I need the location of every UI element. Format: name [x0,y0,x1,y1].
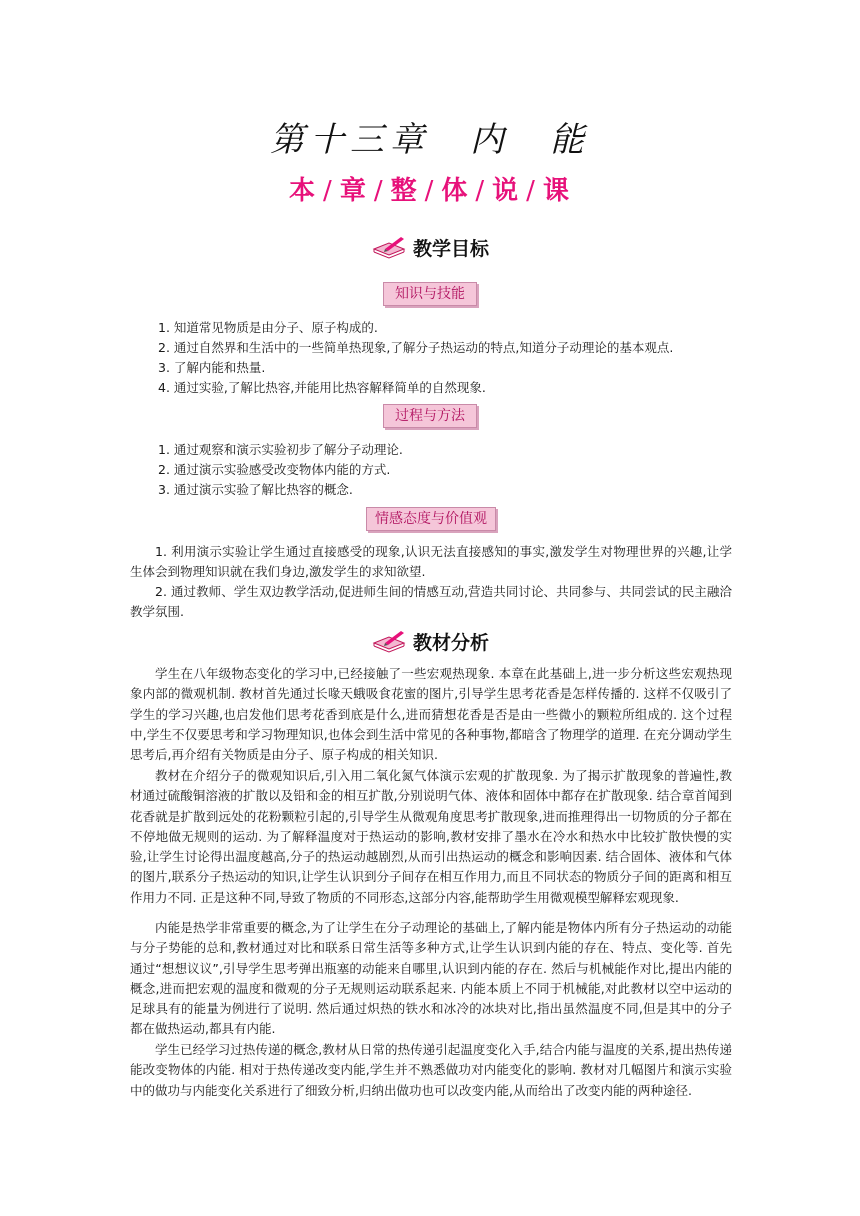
process-list [158,440,403,500]
subtitle-char: 整 [390,176,419,206]
tag-process-methods: 过程与方法 [383,404,477,428]
subtitle-char: 章 [339,176,368,206]
section-heading-goals [0,234,860,261]
list-item: 3. 通过演示实验了解比热容的概念. [158,482,353,497]
list-item: 1. 知道常见物质是由分子、原子构成的. [158,320,378,335]
chapter-subtitle: 本 / 章 / 整 / 体 / 说 / 课 [289,176,571,206]
notebook-pen-icon [371,629,407,655]
subtitle-char: 体 [441,176,470,206]
chapter-title: 第十三章 内 能 [270,120,590,160]
list-item: 2. 通过演示实验感受改变物体内能的方式. [158,462,391,477]
knowledge-list [158,318,673,398]
list-item: 2. 通过自然界和生活中的一些简单热现象,了解分子热运动的特点,知道分子动理论的基本观点. [158,340,674,355]
list-item: 1. 通过观察和演示实验初步了解分子动理论. [158,442,403,457]
list-item: 4. 通过实验,了解比热容,并能用比热容解释简单的自然现象. [158,380,486,395]
analysis-paragraph: 内能是热学非常重要的概念,为了让学生在分子动理论的基础上,了解内能是物体内所有分子热运动的动能与分子势能的总和,教材通过对比和联系日常生活等多种方式,让学生认识到内能的存在、特点、变化等. 首先通过“想想议议”,引导学生思考弹出瓶塞的动能来自哪里,认识到内能的存在. 然后与机械能作对比,提出内能的概念,进而把宏观的温度和微观的分子无规则运动联系起来. 内能本质上不同于机械能,对此教材以空中运动的足球具有的能量为例进行了说明. 然后通过炽热的铁水和冰冷的冰块对比,指出虽然温度不同,但是其中的分子都在做热运动,都具有内能. [130,920,732,1037]
tag-knowledge-skills: 知识与技能 [383,282,477,306]
analysis-paragraph: 学生在八年级物态变化的学习中,已经接触了一些宏观热现象. 本章在此基础上,进一步分析这些宏观热现象内部的微观机制. 教材首先通过长喙天蛾吸食花蜜的图片,引导学生思考花香是怎样传播的. 这样不仅吸引了学生的学习兴趣,也启发他们思考花香到底是什么,进而猜想花香是否是由一些微小的颗粒所组成的. 这个过程中,学生不仅要思考和学习物理知识,也体会到生活中常见的各种事物,都暗含了物理学的道理. 在充分调动学生思考后,再介绍有关物质是由分子、原子构成的相关知识. [130,666,732,763]
analysis-paragraph: 教材在介绍分子的微观知识后,引入用二氧化氮气体演示宏观的扩散现象. 为了揭示扩散现象的普遍性,教材通过硫酸铜溶液的扩散以及铅和金的相互扩散,分别说明气体、液体和固体中都存在扩散现象. 结合章首闻到花香就是扩散到远处的花粉颗粒引起的,引导学生从微观角度思考扩散现象,进而推理得出一切物质的分子都在不停地做无规则的运动. 为了解释温度对于热运动的影响,教材安排了墨水在冷水和热水中比较扩散快慢的实验,让学生讨论得出温度越高,分子的热运动越剧烈,从而引出热运动的概念和影响因素. 结合固体、液体和气体的图片,联系分子热运动的知识,让学生认识到分子间存在相互作用力,而且不同状态的物质分子间的距离和相互作用力不同. 正是这种不同,导致了物质的不同形态,这部分内容,能帮助学生用微观模型解释宏观现象. [130,768,732,905]
section-title: 教材分析 [412,632,489,654]
subtitle-char: 课 [542,176,571,206]
notebook-pen-icon [371,235,407,261]
section-heading-analysis [0,628,860,655]
analysis-paragraph: 学生已经学习过热传递的概念,教材从日常的热传递引起温度变化入手,结合内能与温度的关系,提出热传递能改变物体的内能. 相对于热传递改变内能,学生并不熟悉做功对内能变化的影响. 教材对几幅图片和演示实验中的做功与内能变化关系进行了细致分析,归纳出做功也可以改变内能,从而给出了改变内能的两种途径. [130,1042,732,1098]
subtitle-char: 说 [492,176,521,206]
tag-emotion-values: 情感态度与价值观 [366,507,496,531]
emotion-paragraph: 1. 利用演示实验让学生通过直接感受的现象,认识无法直接感知的事实,激发学生对物理世界的兴趣,让学生体会到物理知识就在我们身边,激发学生的求知欲望. [130,544,732,580]
section-title: 教学目标 [412,238,489,260]
subtitle-char: 本 [289,176,318,206]
list-item: 3. 了解内能和热量. [158,360,266,375]
emotion-paragraph: 2. 通过教师、学生双边教学活动,促进师生间的情感互动,营造共同讨论、共同参与、共同尝试的民主融洽教学氛围. [130,584,732,620]
